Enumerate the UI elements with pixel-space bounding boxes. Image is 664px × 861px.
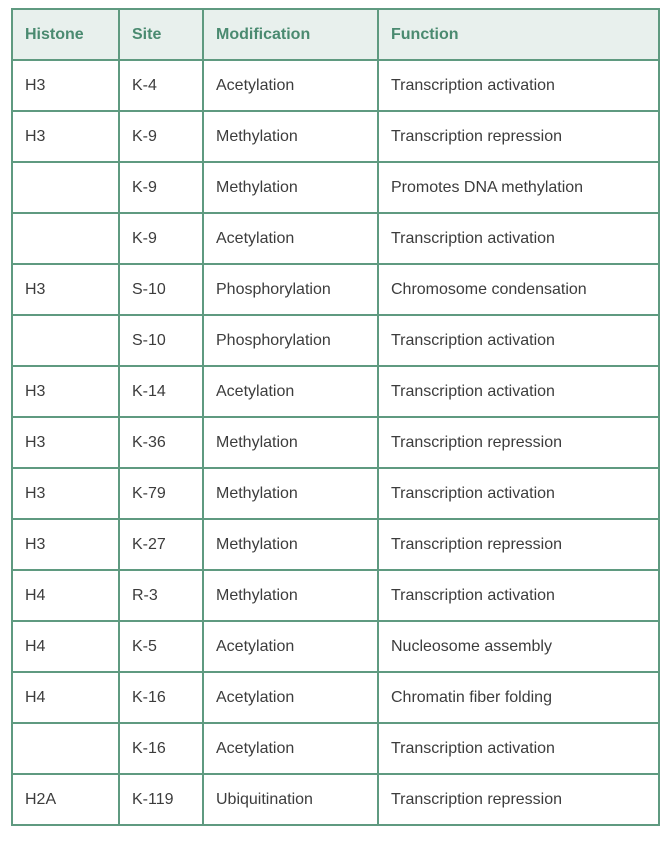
cell-histone xyxy=(12,723,119,774)
cell-modification: Acetylation xyxy=(203,213,378,264)
table-row xyxy=(12,570,659,621)
cell-modification: Acetylation xyxy=(203,366,378,417)
table-row xyxy=(12,417,659,468)
table-row xyxy=(12,60,659,111)
cell-histone: H3 xyxy=(12,264,119,315)
cell-histone: H3 xyxy=(12,366,119,417)
cell-modification: Acetylation xyxy=(203,60,378,111)
cell-site: K-79 xyxy=(119,468,203,519)
cell-function: Transcription repression xyxy=(378,774,659,825)
cell-histone: H4 xyxy=(12,621,119,672)
cell-histone: H3 xyxy=(12,468,119,519)
header-row xyxy=(12,9,659,60)
table-row xyxy=(12,468,659,519)
cell-histone: H2A xyxy=(12,774,119,825)
header-site: Site xyxy=(119,9,203,60)
cell-histone xyxy=(12,213,119,264)
cell-modification: Methylation xyxy=(203,468,378,519)
cell-function: Transcription activation xyxy=(378,570,659,621)
table-row xyxy=(12,672,659,723)
cell-histone: H3 xyxy=(12,519,119,570)
cell-function: Transcription activation xyxy=(378,315,659,366)
cell-modification: Acetylation xyxy=(203,621,378,672)
cell-site: R-3 xyxy=(119,570,203,621)
cell-function: Nucleosome assembly xyxy=(378,621,659,672)
cell-site: K-9 xyxy=(119,162,203,213)
table-body xyxy=(12,60,659,825)
cell-function: Transcription repression xyxy=(378,417,659,468)
cell-histone: H3 xyxy=(12,60,119,111)
cell-function: Transcription activation xyxy=(378,366,659,417)
cell-site: S-10 xyxy=(119,264,203,315)
cell-site: K-5 xyxy=(119,621,203,672)
cell-modification: Phosphorylation xyxy=(203,264,378,315)
header-histone: Histone xyxy=(12,9,119,60)
cell-modification: Phosphorylation xyxy=(203,315,378,366)
table-row xyxy=(12,723,659,774)
table-row xyxy=(12,213,659,264)
cell-histone: H4 xyxy=(12,672,119,723)
cell-site: K-36 xyxy=(119,417,203,468)
cell-histone xyxy=(12,315,119,366)
cell-function: Transcription repression xyxy=(378,111,659,162)
table-header xyxy=(12,9,659,60)
histone-table-container xyxy=(11,8,658,826)
cell-function: Chromosome condensation xyxy=(378,264,659,315)
cell-site: K-16 xyxy=(119,723,203,774)
cell-site: K-119 xyxy=(119,774,203,825)
cell-modification: Methylation xyxy=(203,162,378,213)
cell-function: Transcription activation xyxy=(378,213,659,264)
cell-modification: Methylation xyxy=(203,519,378,570)
table-row xyxy=(12,111,659,162)
cell-site: K-4 xyxy=(119,60,203,111)
cell-modification: Acetylation xyxy=(203,672,378,723)
cell-function: Transcription activation xyxy=(378,723,659,774)
cell-function: Transcription activation xyxy=(378,468,659,519)
cell-site: S-10 xyxy=(119,315,203,366)
cell-histone xyxy=(12,162,119,213)
cell-site: K-9 xyxy=(119,213,203,264)
cell-histone: H4 xyxy=(12,570,119,621)
header-modification: Modification xyxy=(203,9,378,60)
cell-function: Promotes DNA methylation xyxy=(378,162,659,213)
table-row xyxy=(12,774,659,825)
cell-histone: H3 xyxy=(12,417,119,468)
cell-site: K-9 xyxy=(119,111,203,162)
cell-function: Chromatin fiber folding xyxy=(378,672,659,723)
table-row xyxy=(12,519,659,570)
table-row xyxy=(12,162,659,213)
table-row xyxy=(12,315,659,366)
table-row xyxy=(12,366,659,417)
cell-modification: Methylation xyxy=(203,570,378,621)
cell-site: K-16 xyxy=(119,672,203,723)
cell-modification: Methylation xyxy=(203,417,378,468)
cell-modification: Acetylation xyxy=(203,723,378,774)
cell-site: K-27 xyxy=(119,519,203,570)
table-row xyxy=(12,621,659,672)
table-row xyxy=(12,264,659,315)
cell-function: Transcription activation xyxy=(378,60,659,111)
cell-histone: H3 xyxy=(12,111,119,162)
cell-site: K-14 xyxy=(119,366,203,417)
cell-function: Transcription repression xyxy=(378,519,659,570)
histone-modification-table xyxy=(11,8,660,826)
cell-modification: Ubiquitination xyxy=(203,774,378,825)
header-function: Function xyxy=(378,9,659,60)
cell-modification: Methylation xyxy=(203,111,378,162)
